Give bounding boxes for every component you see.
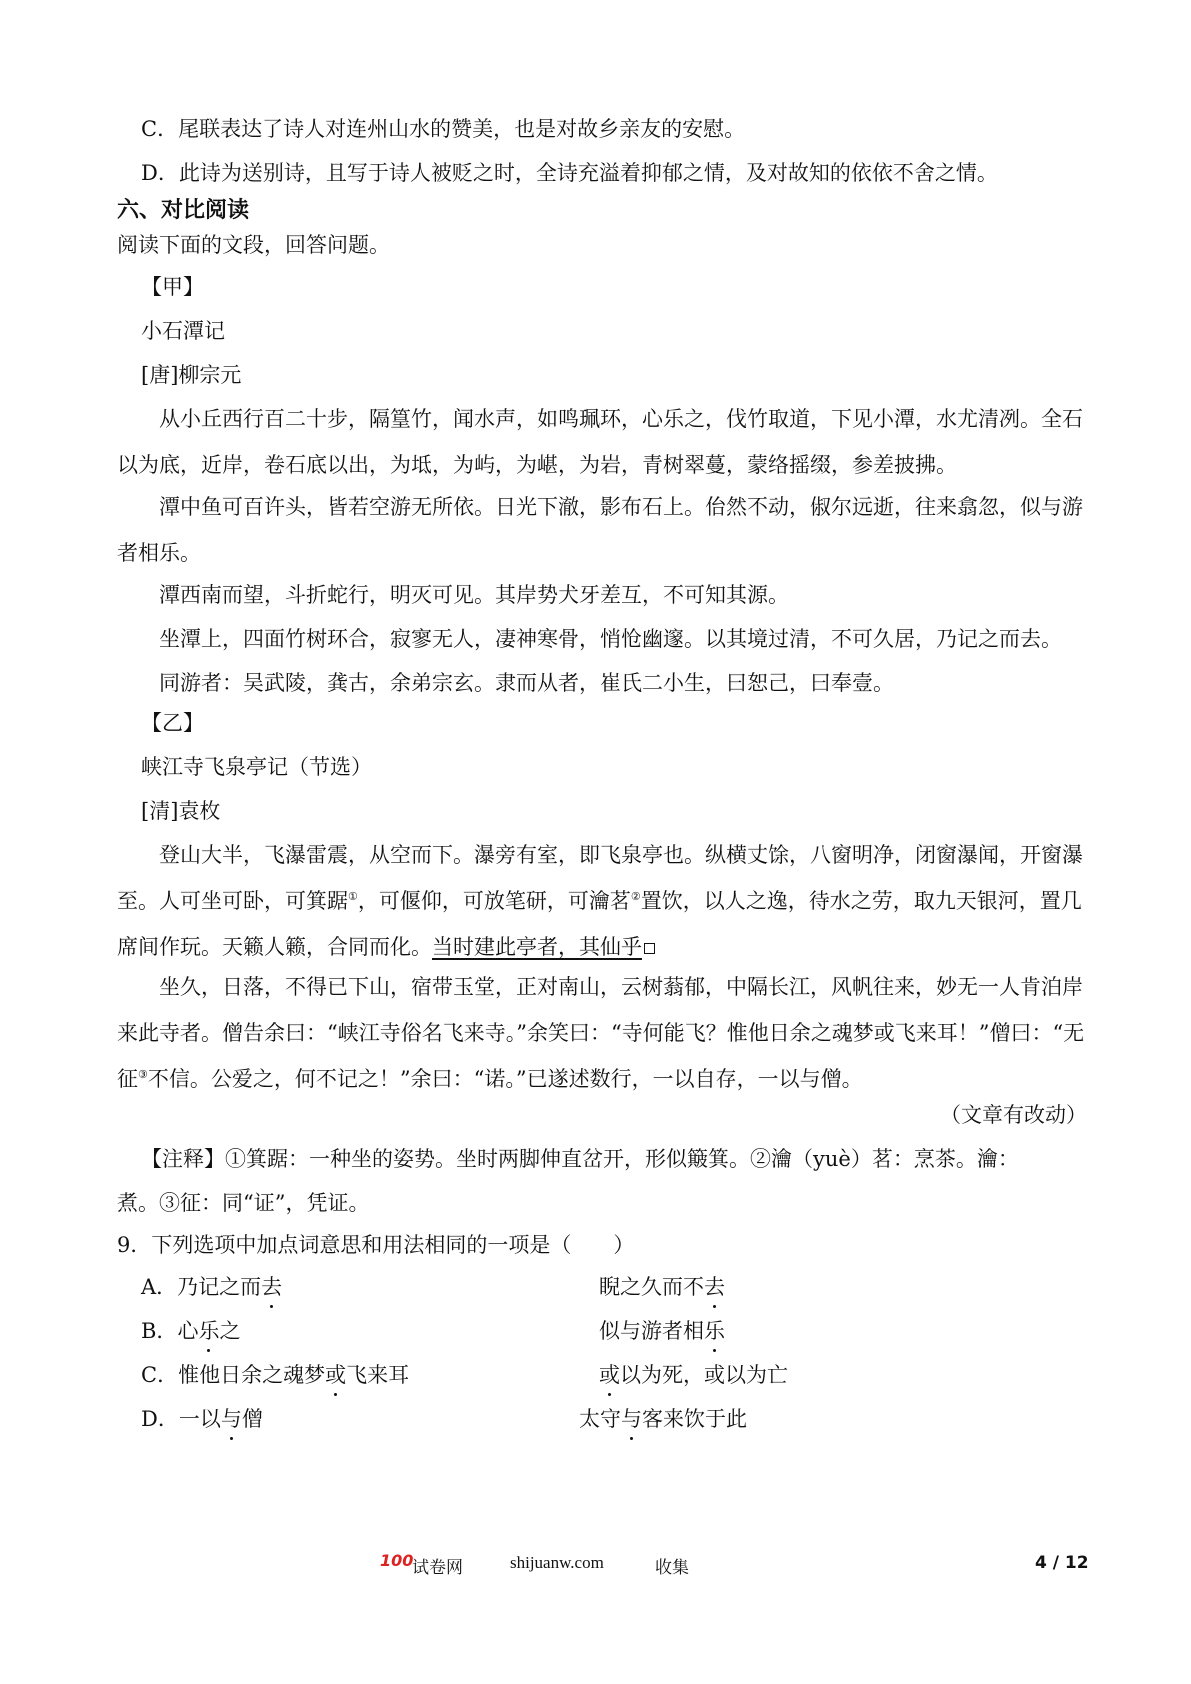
note-ref-1: ① <box>348 890 358 903</box>
passage-yi-p2 <box>117 964 1087 1102</box>
option-label: D． <box>141 1407 179 1431</box>
site-logo: 100 <box>380 1551 414 1570</box>
source-note: （文章有改动） <box>940 1103 1087 1127</box>
note-ref-2: ② <box>630 890 641 903</box>
blank-box <box>644 943 655 954</box>
option-label: A． <box>141 1275 178 1299</box>
passage-yi-p1 <box>117 832 1087 970</box>
passage-yi-tag: 【乙】 <box>141 711 204 735</box>
option-text: 之 <box>219 1319 241 1343</box>
option-label: C． <box>141 1363 179 1387</box>
yi-p2-text-b: 不信。公爱之，何不记之！”余曰：“诺。”已遂述数行，一以自存，一以与僧。 <box>147 1067 863 1091</box>
dotted-word: 与 <box>621 1404 642 1434</box>
option-text: 心 <box>177 1319 199 1343</box>
option-b <box>141 1316 240 1346</box>
yi-p1-text-a: 登山大半，飞瀑雷震，从空而下。瀑旁有室，即飞泉亭也。纵横丈馀，八窗明净，闭窗瀑闻，开窗瀑至。人可坐可卧，可箕踞 <box>117 843 1083 913</box>
footer-site-name: 试卷网 <box>412 1558 463 1578</box>
page-number: 4 / 12 <box>1035 1553 1089 1573</box>
footer-collect: 收集 <box>655 1558 689 1578</box>
option-text: 客来饮于此 <box>642 1407 747 1431</box>
option-a-right <box>599 1272 725 1302</box>
option-text: 似与游者相 <box>599 1319 704 1343</box>
passage-jia-tag: 【甲】 <box>141 275 204 299</box>
passage-jia-p4: 坐潭上，四面竹树环合，寂寥无人，凄神寒骨，悄怆幽邃。以其境过清，不可久居，乃记之而去。 <box>159 627 1062 651</box>
option-text: 飞来耳 <box>346 1363 410 1387</box>
page-footer <box>0 1551 1191 1581</box>
dotted-word: 或 <box>325 1360 346 1390</box>
option-b-right <box>599 1316 725 1346</box>
section-instruction: 阅读下面的文段，回答问题。 <box>117 233 390 257</box>
option-a <box>141 1272 282 1302</box>
underlined-sentence: 当时建此亭者，其仙乎 <box>432 935 642 959</box>
section-title: 六、对比阅读 <box>117 198 250 223</box>
option-text: 僧 <box>241 1407 263 1431</box>
option-text: 一以 <box>178 1407 221 1431</box>
option-c-prev: C．尾联表达了诗人对连州山水的赞美，也是对故乡亲友的安慰。 <box>141 117 746 141</box>
dotted-word: 去 <box>261 1272 282 1302</box>
yi-p1-text-b: ，可偃仰，可放笔研，可瀹茗 <box>357 889 631 913</box>
option-text: 睨之久而不 <box>599 1275 704 1299</box>
dotted-word: 或 <box>599 1360 620 1390</box>
passage-jia-p2: 潭中鱼可百许头，皆若空游无所依。日光下澈，影布石上。佁然不动，俶尔远逝，往来翕忽，似与游者相乐。 <box>117 495 1083 565</box>
option-d <box>141 1404 263 1434</box>
option-text: 太守 <box>579 1407 621 1431</box>
yi-p2-text-a: 坐久，日落，不得已下山，宿带玉堂，正对南山，云树蓊郁，中隔长江，风帆往来，妙无一人肯泊岸来此寺者。僧告余曰：“峡江寺俗名飞来寺。”余笑曰：“寺何能飞？惟他日余之魂梦或飞来耳！”僧曰：“无征 <box>117 975 1085 1091</box>
notes-line-1: 【注释】①箕踞：一种坐的姿势。坐时两脚伸直岔开，形似簸箕。②瀹（yuè）茗：烹茶。瀹： <box>141 1147 1019 1171</box>
notes-line-2: 煮。③征：同“证”，凭证。 <box>117 1191 370 1215</box>
option-c-right <box>599 1360 788 1390</box>
passage-yi-title: 峡江寺飞泉亭记（节选） <box>141 755 372 779</box>
yi-p1-text-c: 置饮，以人之逸，待水之劳，取九天银河，置几席间作玩。天籁人籁，合同而化。 <box>117 889 1082 959</box>
passage-jia-p3: 潭西南而望，斗折蛇行，明灭可见。其岸势犬牙差互，不可知其源。 <box>159 583 789 607</box>
passage-jia-author: [唐]柳宗元 <box>141 363 242 387</box>
option-label: B． <box>141 1319 178 1343</box>
option-text: 乃记之而 <box>177 1275 262 1299</box>
note-ref-3: ③ <box>138 1068 148 1081</box>
option-c <box>141 1360 409 1390</box>
option-d-right <box>579 1404 747 1434</box>
passage-jia-p5: 同游者：吴武陵，龚古，余弟宗玄。隶而从者，崔氏二小生，曰恕己，曰奉壹。 <box>159 671 894 695</box>
dotted-word: 乐 <box>704 1316 725 1346</box>
option-d-prev: D．此诗为送别诗，且写于诗人被贬之时，全诗充溢着抑郁之情，及对故知的依依不舍之情。 <box>141 161 998 185</box>
option-text: 惟他日余之魂梦 <box>178 1363 326 1387</box>
dotted-word: 乐 <box>198 1316 219 1346</box>
option-text: 以为死，或以为亡 <box>620 1363 788 1387</box>
question-stem: 9．下列选项中加点词意思和用法相同的一项是（ ） <box>117 1233 635 1257</box>
dotted-word: 与 <box>221 1404 242 1434</box>
dotted-word: 去 <box>704 1272 725 1302</box>
footer-url[interactable]: shijuanw.com <box>510 1553 604 1572</box>
passage-yi-author: [清]袁枚 <box>141 799 221 823</box>
passage-jia-title: 小石潭记 <box>141 319 225 343</box>
passage-jia-p1: 从小丘西行百二十步，隔篁竹，闻水声，如鸣珮环，心乐之，伐竹取道，下见小潭，水尤清冽。全石以为底，近岸，卷石底以出，为坻，为屿，为嵁，为岩，青树翠蔓，蒙络摇缀，参差披拂。 <box>117 407 1083 477</box>
